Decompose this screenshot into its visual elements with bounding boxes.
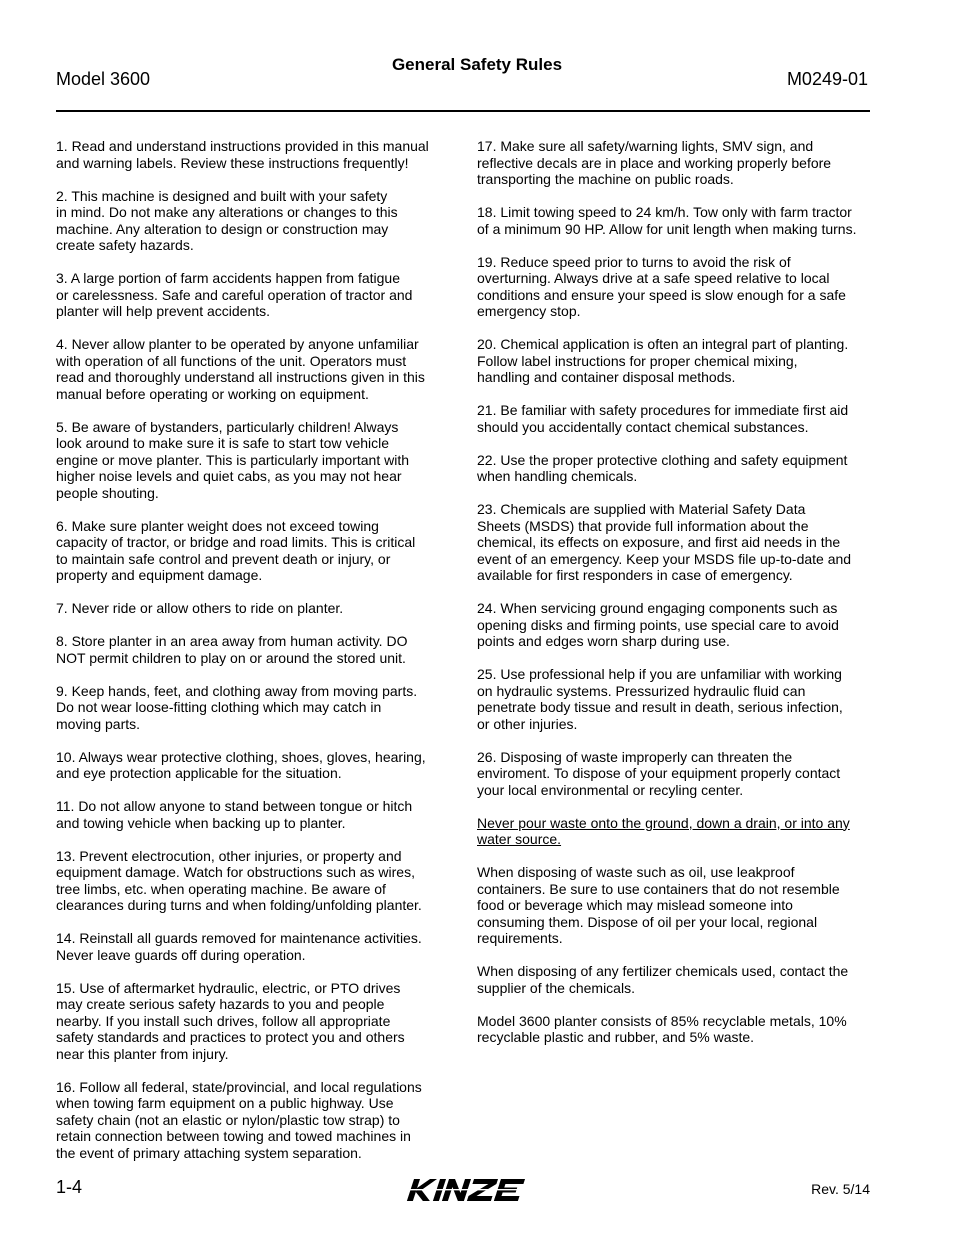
- safety-rule-26: 26. Disposing of waste improperly can threaten the enviroment. To dispose of your equipment properly contact your local environmental or recyling center.: [477, 748, 841, 798]
- kinze-logo: [405, 1176, 550, 1204]
- safety-rule-16: 16. Follow all federal, state/provincial, and local regulations when towing farm equipment on a public highway. Use safety chain (not an elastic or nylon/plastic tow strap) to retain connection between towing and towed machines in the event of primary attaching system separation.: [56, 1078, 422, 1161]
- safety-rule-3: 3. A large portion of farm accidents happen from fatigue or carelessness. Safe and careful operation of tractor and planter will help prevent accidents.: [56, 270, 413, 319]
- safety-rule-19: 19. Reduce speed prior to turns to avoid the risk of overturning. Always drive at a safe speed relative to local conditions and ensure your speed is slow enough for a safe emergency stop.: [477, 253, 846, 319]
- safety-rule-5: 5. Be aware of bystanders, particularly children! Always look around to make sure it is safe to start tow vehicle engine or move planter. This is particularly important with higher noise levels and quiet cabs, as you may not hear people shouting.: [56, 418, 410, 501]
- safety-rule-21: 21. Be familiar with safety procedures for immediate first aid should you accidentally contact chemical substances.: [477, 402, 849, 435]
- waste-warning: Never pour waste onto the ground, down a drain, or into any water source.: [477, 814, 850, 847]
- safety-rule-23: 23. Chemicals are supplied with Material Safety Data Sheets (MSDS) that provide full information about the chemical, its effects on exposure, and first aid needs in the event of an emergency. Keep your MSDS file up-to-date and available for first responders in case of emergency.: [477, 501, 852, 583]
- fertilizer-note: When disposing of any fertilizer chemicals used, contact the supplier of the chemicals.: [477, 963, 849, 996]
- safety-rule-13: 13. Prevent electrocution, other injuries, or property and equipment damage. Watch for obstructions such as wires, tree limbs, etc. when operating machine. Be aware of clearances during turns and when folding/unfolding planter.: [56, 847, 422, 913]
- model-label: Model 3600: [56, 69, 151, 89]
- safety-rule-22: 22. Use the proper protective clothing and safety equipment when handling chemicals.: [477, 451, 848, 484]
- safety-rule-9: 9. Keep hands, feet, and clothing away from moving parts. Do not wear loose-fitting clothing which may catch in moving parts.: [56, 682, 418, 732]
- revision-label: Rev. 5/14: [811, 1181, 870, 1197]
- waste-oil-note: When disposing of waste such as oil, use leakproof containers. Be sure to use containers that do not resemble food or beverage which may mislead someone into consuming them. Dispose of oil per your local, regional requirements.: [477, 864, 840, 946]
- safety-rule-15: 15. Use of aftermarket hydraulic, electric, or PTO drives may create serious safety hazards to you and people nearby. If you install such drives, follow all appropriate safety standards and practices to protect you and others near this planter from injury.: [56, 979, 405, 1062]
- safety-rule-1: 1. Read and understand instructions provided in this manual and warning labels. Review these instructions frequently!: [56, 138, 429, 171]
- safety-rule-8: 8. Store planter in an area away from human activity. DO NOT permit children to play on or around the stored unit.: [56, 633, 408, 666]
- page-number: 1-4: [56, 1177, 83, 1197]
- document-number: M0249-01: [786, 69, 868, 89]
- recyclable-note: Model 3600 planter consists of 85% recyclable metals, 10% recyclable plastic and rubber, and 5% waste.: [477, 1012, 847, 1045]
- safety-rule-7: 7. Never ride or allow others to ride on planter.: [56, 600, 344, 616]
- right-column: [477, 138, 873, 1062]
- left-column: [56, 138, 452, 1178]
- safety-rule-2: 2. This machine is designed and built with your safety in mind. Do not make any alterations or changes to this machine. Any alteration to design or construction may create safety hazards.: [56, 187, 398, 253]
- safety-rule-24: 24. When servicing ground engaging components such as opening disks and firming points, use special care to avoid points and edges worn sharp during use.: [477, 600, 839, 649]
- safety-rule-4: 4. Never allow planter to be operated by anyone unfamiliar with operation of all functions of the unit. Operators must read and thoroughly understand all instructions given in this manual before operating or working on equipment.: [56, 336, 425, 402]
- header-divider: [56, 110, 870, 112]
- safety-rule-6: 6. Make sure planter weight does not exceed towing capacity of tractor, or bridge and road limits. This is critical to maintain safe control and prevent death or injury, or property and equipment damage.: [56, 517, 416, 583]
- safety-rule-25: 25. Use professional help if you are unfamiliar with working on hydraulic systems. Pressurized hydraulic fluid can penetrate body tissue and result in death, serious infection, or other injuries.: [477, 666, 843, 732]
- safety-rule-17: 17. Make sure all safety/warning lights, SMV sign, and reflective decals are in place and working properly before transporting the machine on public roads.: [477, 138, 832, 187]
- page-title: General Safety Rules: [391, 55, 563, 74]
- safety-rule-20: 20. Chemical application is often an integral part of planting. Follow label instructions for proper chemical mixing, handling and container disposal methods.: [477, 336, 849, 385]
- safety-rule-14: 14. Reinstall all guards removed for maintenance activities. Never leave guards off during operation.: [56, 930, 422, 963]
- safety-rule-18: 18. Limit towing speed to 24 km/h. Tow only with farm tractor of a minimum 90 HP. Allow for unit length when making turns.: [477, 204, 857, 237]
- safety-rule-11: 11. Do not allow anyone to stand between tongue or hitch and towing vehicle when backing up to planter.: [56, 798, 413, 831]
- safety-rule-10: 10. Always wear protective clothing, shoes, gloves, hearing, and eye protection applicable for the situation.: [56, 748, 426, 781]
